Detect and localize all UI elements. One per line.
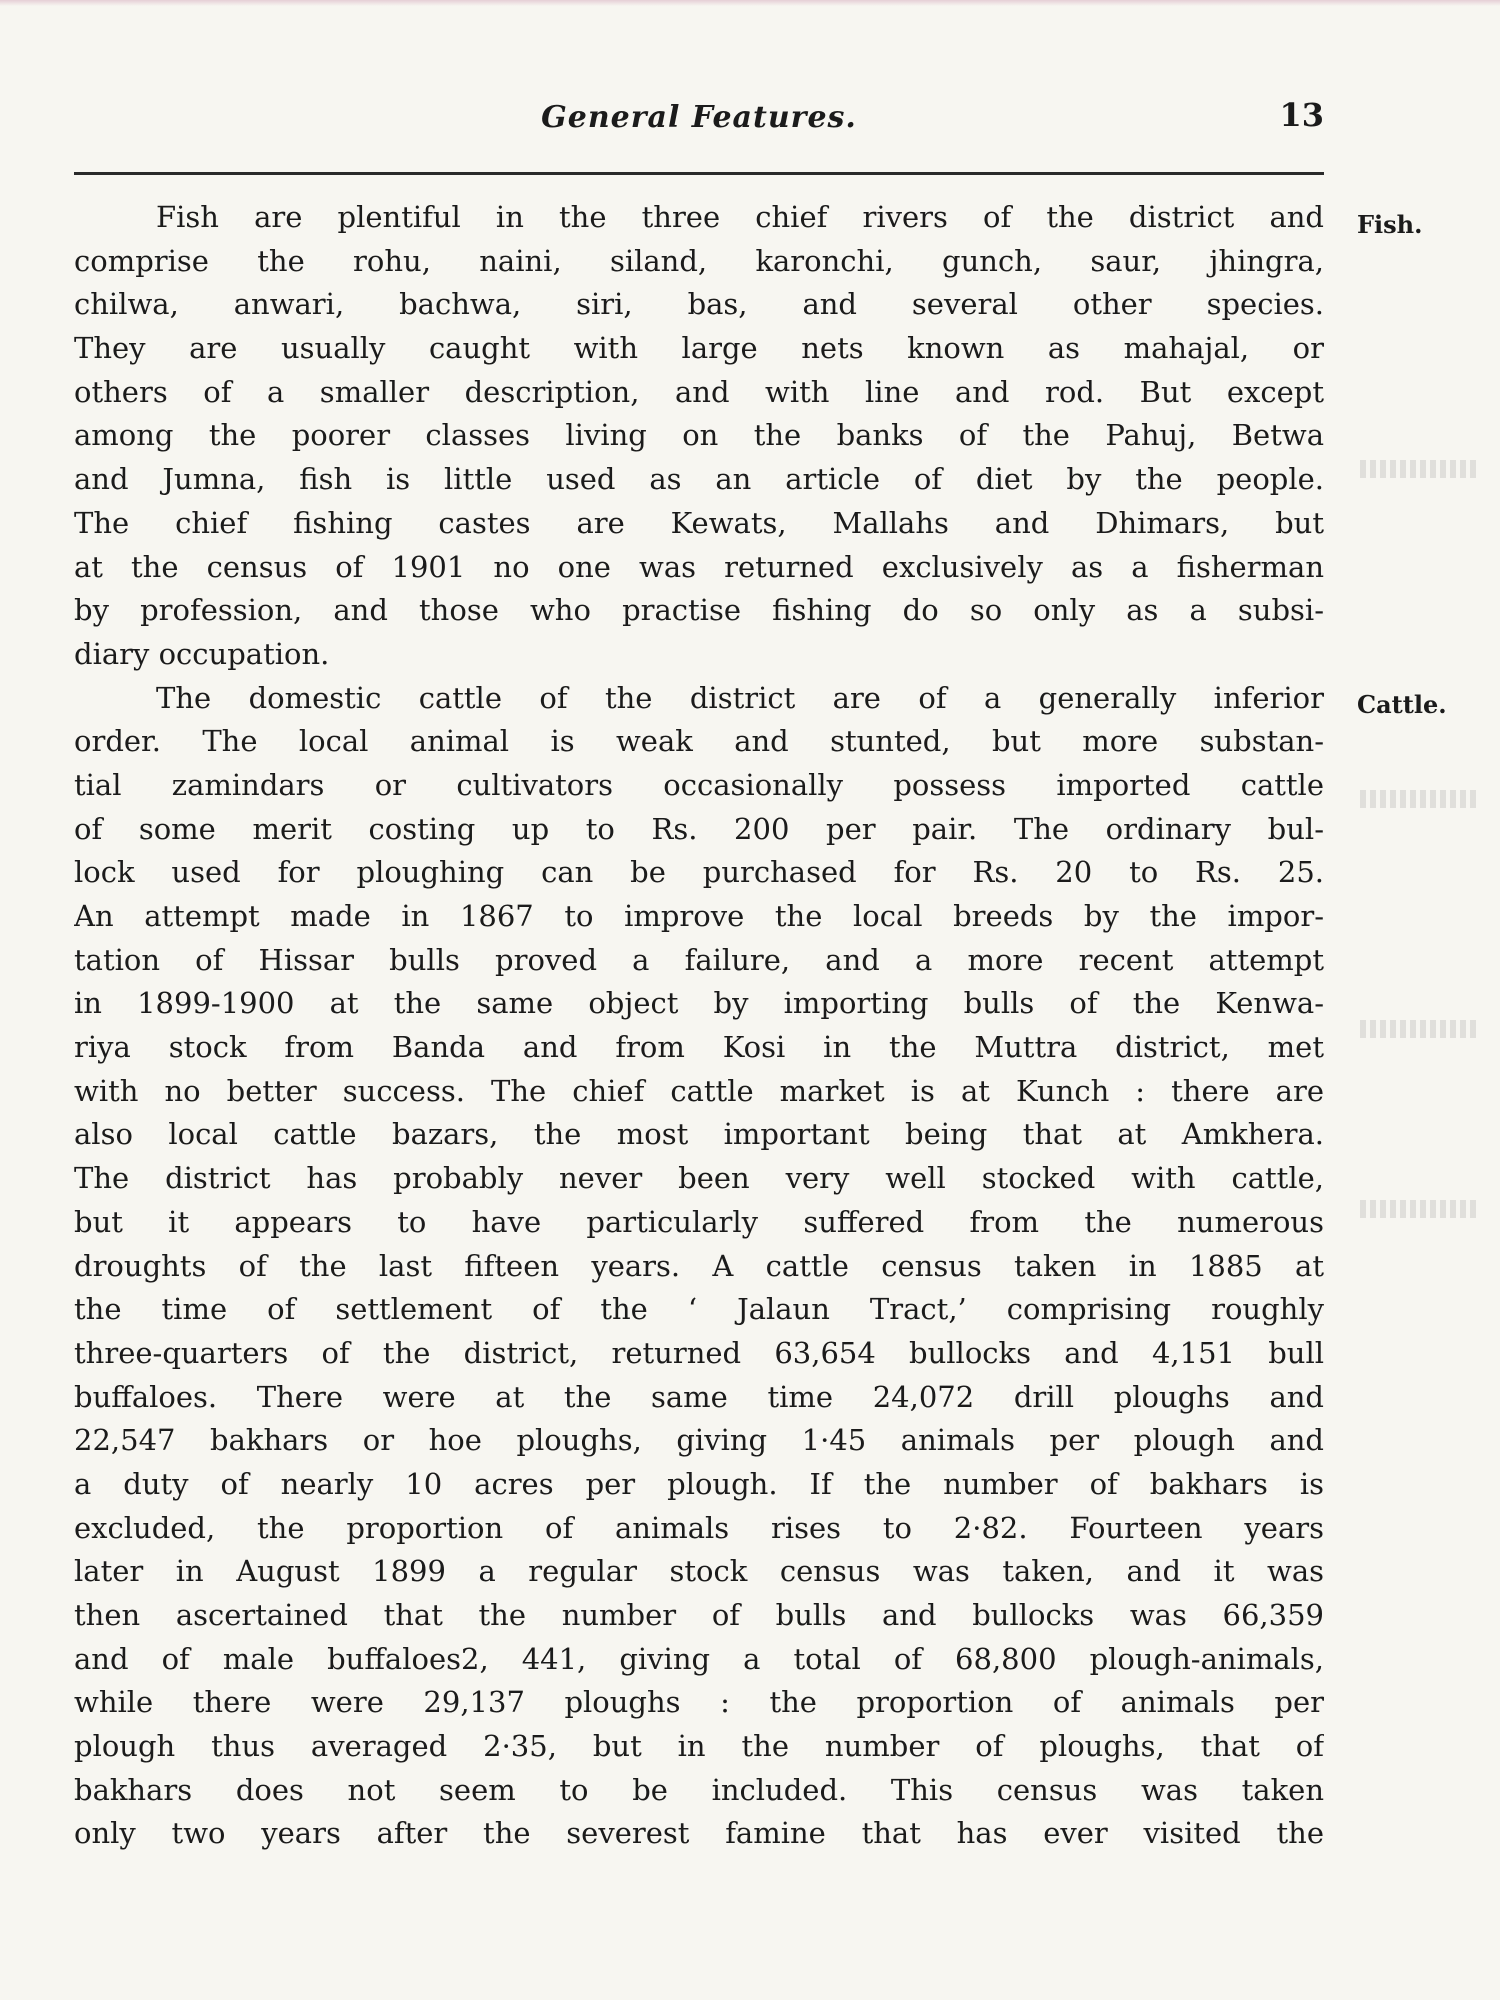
text-line: An attempt made in 1867 to improve the local breeds by the impor- [74,899,1324,933]
text-line: then ascertained that the number of bulls and bullocks was 66,359 [74,1598,1324,1632]
text-line: droughts of the last fifteen years. A cattle census taken in 1885 at [74,1248,1324,1283]
text-line: The chief fishing castes are Kewats, Mallahs and Dhimars, but [74,505,1324,540]
text-line: at the census of 1901 no one was returned exclusively as a fisherman [74,549,1324,584]
text-line: Fish are plentiful in the three chief rivers of the district and [156,200,1324,234]
text-line: by profession, and those who practise fishing do so only as a subsi- [74,593,1324,628]
text-line: and of male buffaloes2, 441, giving a total of 68,800 plough-animals, [74,1641,1324,1676]
body-text [74,196,1324,1856]
text-line: buffaloes. There were at the same time 24,072 drill ploughs and [74,1379,1324,1414]
text-line: later in August 1899 a regular stock census was taken, and it was [74,1554,1324,1589]
text-line: They are usually caught with large nets known as mahajal, or [74,331,1324,366]
text-line: bakhars does not seem to be included. This census was taken [74,1772,1324,1807]
text-line: with no better success. The chief cattle market is at Kunch : there are [74,1073,1324,1108]
margin-note-fish: Fish. [1357,210,1423,239]
margin-note-cattle: Cattle. [1357,690,1447,719]
text-line: tial zamindars or cultivators occasionally possess imported cattle [74,767,1324,802]
running-head [74,96,1324,140]
text-line: also local cattle bazars, the most important being that at Amkhera. [74,1117,1324,1152]
text-line: The district has probably never been very well stocked with cattle, [74,1161,1324,1196]
text-line: excluded, the proportion of animals rises to 2·82. Fourteen years [74,1510,1324,1545]
page-number: 13 [1279,96,1324,134]
text-line: but it appears to have particularly suffered from the numerous [74,1204,1324,1239]
text-line: chilwa, anwari, bachwa, siri, bas, and several other species. [74,287,1324,322]
text-line: lock used for ploughing can be purchased for Rs. 20 to Rs. 25. [74,855,1324,890]
header-rule [74,172,1324,175]
text-line: diary occupation. [74,636,330,671]
text-line: the time of settlement of the ‘ Jalaun Tract,’ comprising roughly [74,1292,1324,1327]
bleed-through-mark [1360,460,1480,478]
text-line: tation of Hissar bulls proved a failure, and a more recent attempt [74,942,1324,977]
text-line: others of a smaller description, and with line and rod. But except [74,374,1324,409]
text-line: The domestic cattle of the district are of a generally inferior [156,680,1324,715]
text-line: riya stock from Banda and from Kosi in the Muttra district, met [74,1030,1324,1065]
page-title: General Features. [541,100,857,135]
text-line: plough thus averaged 2·35, but in the number of ploughs, that of [74,1729,1324,1764]
text-line: and Jumna, fish is little used as an article of diet by the people. [74,462,1324,497]
text-line: comprise the rohu, naini, siland, karonchi, gunch, saur, jhingra, [74,243,1324,278]
text-line: a duty of nearly 10 acres per plough. If the number of bakhars is [74,1466,1324,1501]
bleed-through-mark [1360,1200,1480,1218]
text-line: while there were 29,137 ploughs : the proportion of animals per [74,1685,1324,1720]
text-line: 22,547 bakhars or hoe ploughs, giving 1·45 animals per plough and [74,1423,1324,1458]
page-edge [0,0,1500,6]
text-line: among the poorer classes living on the banks of the Pahuj, Betwa [74,418,1324,453]
text-line: order. The local animal is weak and stunted, but more substan- [74,724,1324,759]
text-line: only two years after the severest famine that has ever visited the [74,1816,1324,1851]
text-line: of some merit costing up to Rs. 200 per pair. The ordinary bul- [74,811,1324,846]
text-line: in 1899-1900 at the same object by importing bulls of the Kenwa- [74,986,1324,1021]
bleed-through-mark [1360,1020,1480,1038]
text-line: three-quarters of the district, returned 63,654 bullocks and 4,151 bull [74,1335,1324,1370]
bleed-through-mark [1360,790,1480,808]
